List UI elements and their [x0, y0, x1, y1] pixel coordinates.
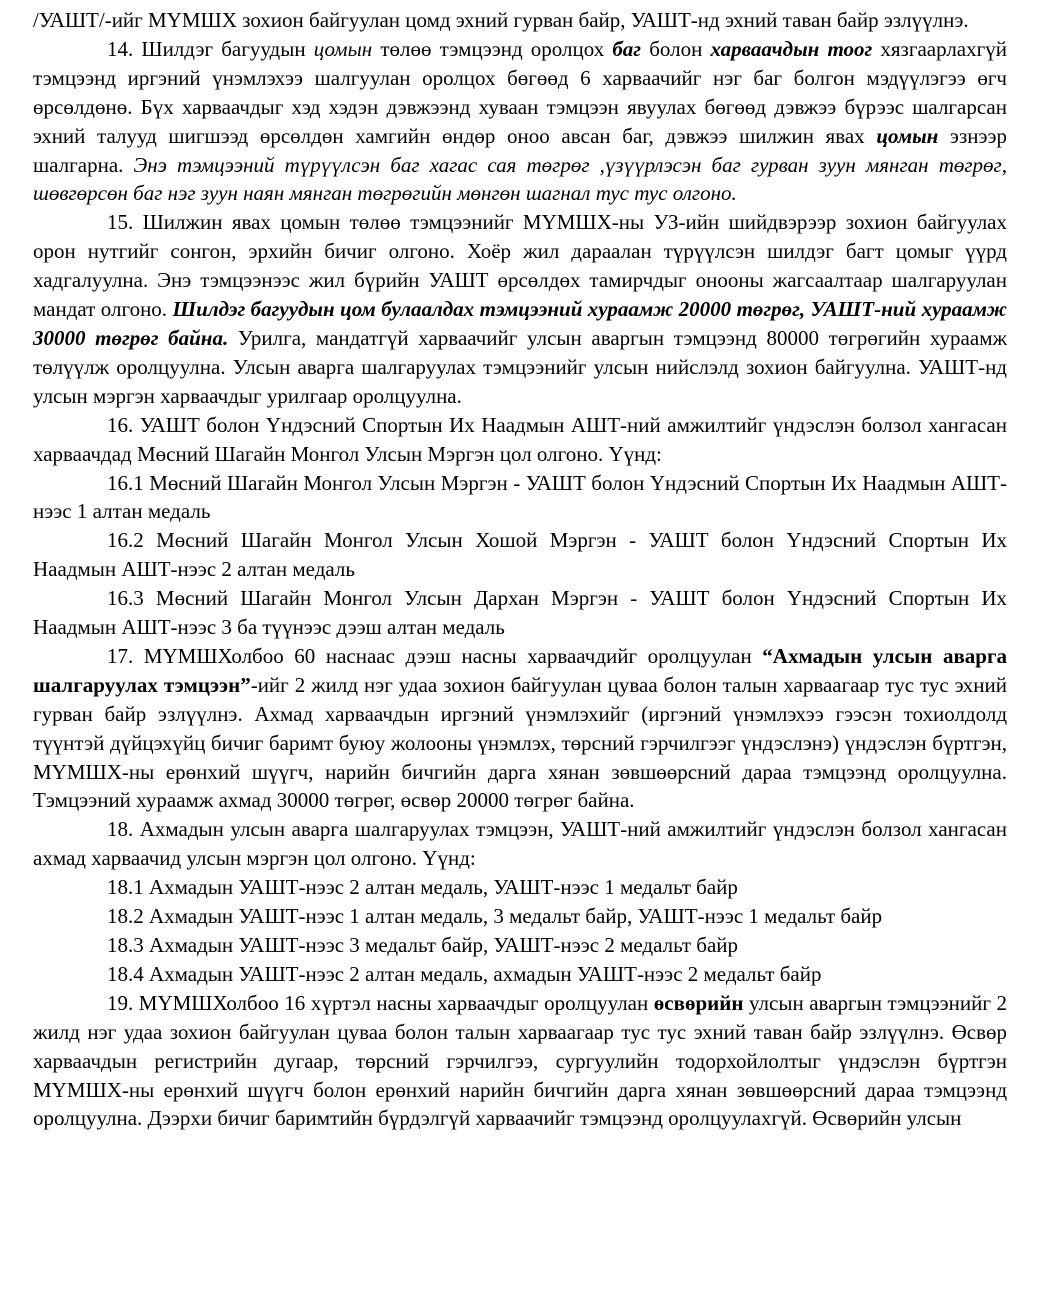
text-segment: 14. Шилдэг багуудын [107, 36, 314, 61]
paragraph-p15 [33, 208, 1007, 410]
paragraph-p19 [33, 989, 1007, 1134]
text-segment: цомын [313, 36, 373, 61]
text-segment: 18.3 Ахмадын УАШТ-нээс 3 медальт байр, УАШТ-нээс 2 медальт байр [107, 933, 739, 957]
text-segment: хязгаарлахгүй тэмцээнд иргэний үнэмлэхээ шалгуулан оролцох бөгөөд 6 харваачийг нэг баг болгон мэдүүлэгээ өгч өрсөлдөнө. Бүх харваачдыг хэд хэдэн дэвжээнд хуваан тэмцээн явуулах бөгөөд дэвжээ бүрээс шалгарсан эхний талууд шигшээд өрсөлдөн хамгийн өндөр оноо авсан баг, дэвжээ шилжин явах [33, 36, 1007, 148]
paragraph-p18-4 [33, 960, 1007, 989]
text-segment: 16. УАШТ болон Үндэсний Спортын Их Наадмын АШТ-ний амжилтийг үндэслэн болзол хангасан харваачдад Мөсний Шагайн Монгол Улсын Мэргэн цол олгоно. Үүнд: [33, 412, 1007, 466]
paragraph-p16 [33, 411, 1007, 469]
text-segment: баг [612, 36, 642, 61]
text-segment: Энэ тэмцээний түрүүлсэн баг хагас сая төгрөг ,үзүүрлэсэн баг гурван зуун мянган төгрөг, шөвгөрсөн баг нэг зуун наян мянган төгрөгийн мөнгөн шагнал тус тус олгоно. [33, 152, 1007, 206]
paragraph-p18-3 [33, 931, 1007, 960]
paragraph-p18-2 [33, 902, 1007, 931]
paragraph-p18 [33, 815, 1007, 873]
text-segment: харваачдын тоог [710, 36, 873, 61]
text-segment: 19. МҮМШХолбоо 16 хүртэл насны харваачдыг оролцуулан [107, 990, 654, 1015]
paragraph-p16-2 [33, 526, 1007, 584]
text-segment: -ийг 2 жилд нэг удаа зохион байгуулан цуваа болон талын харваагаар тус тус эхний гурван байр эзлүүлнэ. Ахмад харваачдын иргэний үнэмлэхийг (иргэний үнэмлэхээ гээсэн тохиолдолд түүнтэй дүйцэхүйц бичиг баримт буюу жолооны үнэмлэх, төрсний гэрчилгээг үндэслэнэ) үндэслэн бүртгэн, МҮМШХ-ны ерөнхий шүүгч, нарийн бичгийн дарга хянан зөвшөөрсний дараа тэмцээнд оролцуулна. Тэмцээний хураамж ахмад 30000 төгрөг, өсвөр 20000 төгрөг байна. [33, 672, 1007, 813]
paragraph-p18-1 [33, 873, 1007, 902]
text-segment: цомын [876, 123, 939, 148]
paragraph-p16-1 [33, 469, 1007, 527]
paragraph-p-cont [33, 6, 1007, 35]
text-segment: 16.2 Мөсний Шагайн Монгол Улсын Хошой Мэргэн - УАШТ болон Үндэсний Спортын Их Наадмын АШТ-нээс 2 алтан медаль [33, 528, 1007, 582]
paragraph-p16-3 [33, 584, 1007, 642]
text-segment: төлөө тэмцээнд оролцох [372, 36, 613, 61]
text-segment: эзнээр шалгарна. [33, 123, 1008, 177]
text-segment: 16.3 Мөсний Шагайн Монгол Улсын Дархан Мэргэн - УАШТ болон Үндэсний Спортын Их Наадмын АШТ-нээс 3 ба түүнээс дээш алтан медаль [33, 586, 1007, 640]
text-segment: 18. Ахмадын улсын аварга шалгаруулах тэмцээн, УАШТ-ний амжилтийг үндэслэн болзол хангасан ахмад харваачид улсын мэргэн цол олгоно. Үүнд: [33, 817, 1007, 871]
text-segment: 18.4 Ахмадын УАШТ-нээс 2 алтан медаль, ахмадын УАШТ-нээс 2 медальт байр [107, 961, 822, 986]
text-segment: 18.1 Ахмадын УАШТ-нээс 2 алтан медаль, УАШТ-нээс 1 медальт байр [107, 875, 738, 900]
paragraph-p14 [33, 35, 1007, 208]
text-segment: Шилдэг багуудын цом булаалдах тэмцээний хураамж 20000 төгрөг, УАШТ-ний хураамж 30000 төгрөг байна. [33, 297, 1008, 350]
text-segment: улсын аваргын тэмцээнийг 2 жилд нэг удаа зохион байгуулан цуваа болон талын харваагаар тус тус эхний таван байр эзлүүлнэ. Өсвөр харваачдын регистрийн дугаар, төрсний гэрчилгээ, сургуулийн тодорхойлолтыг үндэслэн бүртгэн МҮМШХ-ны ерөнхий шүүгч болон ерөнхий нарийн бичгийн дарга хянан зөвшөөрсний дараа тэмцээнд оролцуулна. Дээрхи бичиг баримтийн бүрдэлгүй харваачийг тэмцээнд оролцуулахгүй. Өсвөрийн улсын [33, 990, 1007, 1131]
text-segment: 15. Шилжин явах цомын төлөө тэмцээнийг МҮМШХ-ны УЗ-ийн шийдвэрээр зохион байгуулах орон нутгийг сонгон, эрхийн бичиг олгоно. Хоёр жил дараалан түрүүлсэн шилдэг багт цомыг үүрд хадгалуулна. Энэ тэмцээнээс жил бүрийн УАШТ өрсөлдөх тамирчдыг онооны жагсаалтаар шалгаруулан мандат олгоно. [33, 210, 1007, 322]
text-segment: 17. МҮМШХолбоо 60 наснаас дээш насны харваачдийг оролцуулан [107, 643, 763, 668]
paragraph-p17 [33, 642, 1007, 815]
text-segment: “Ахмадын улсын аварга шалгаруулах тэмцээн” [33, 643, 1008, 697]
text-segment: 16.1 Мөсний Шагайн Монгол Улсын Мэргэн - УАШТ болон Үндэсний Спортын Их Наадмын АШТ-нээс 1 алтан медаль [33, 470, 1007, 524]
text-segment: Урилга, мандатгүй харваачийг улсын аваргын тэмцээнд 80000 төгрөгийн хураамж төлүүлж оролцуулна. Улсын аварга шалгаруулах тэмцээнийг улсын нийслэлд зохион байгуулна. УАШТ-нд улсын мэргэн харваачдыг урилгаар оролцуулна. [33, 325, 1007, 408]
text-segment: болон [641, 36, 711, 61]
text-segment: 18.2 Ахмадын УАШТ-нээс 1 алтан медаль, 3 медальт байр, УАШТ-нээс 1 медальт байр [107, 904, 883, 929]
text-segment: өсвөрийн [653, 990, 744, 1015]
text-segment: /УАШТ/-ийг МҮМШХ зохион байгуулан цомд эхний гурван байр, УАШТ-нд эхний таван байр эзлүүлнэ. [33, 8, 969, 32]
